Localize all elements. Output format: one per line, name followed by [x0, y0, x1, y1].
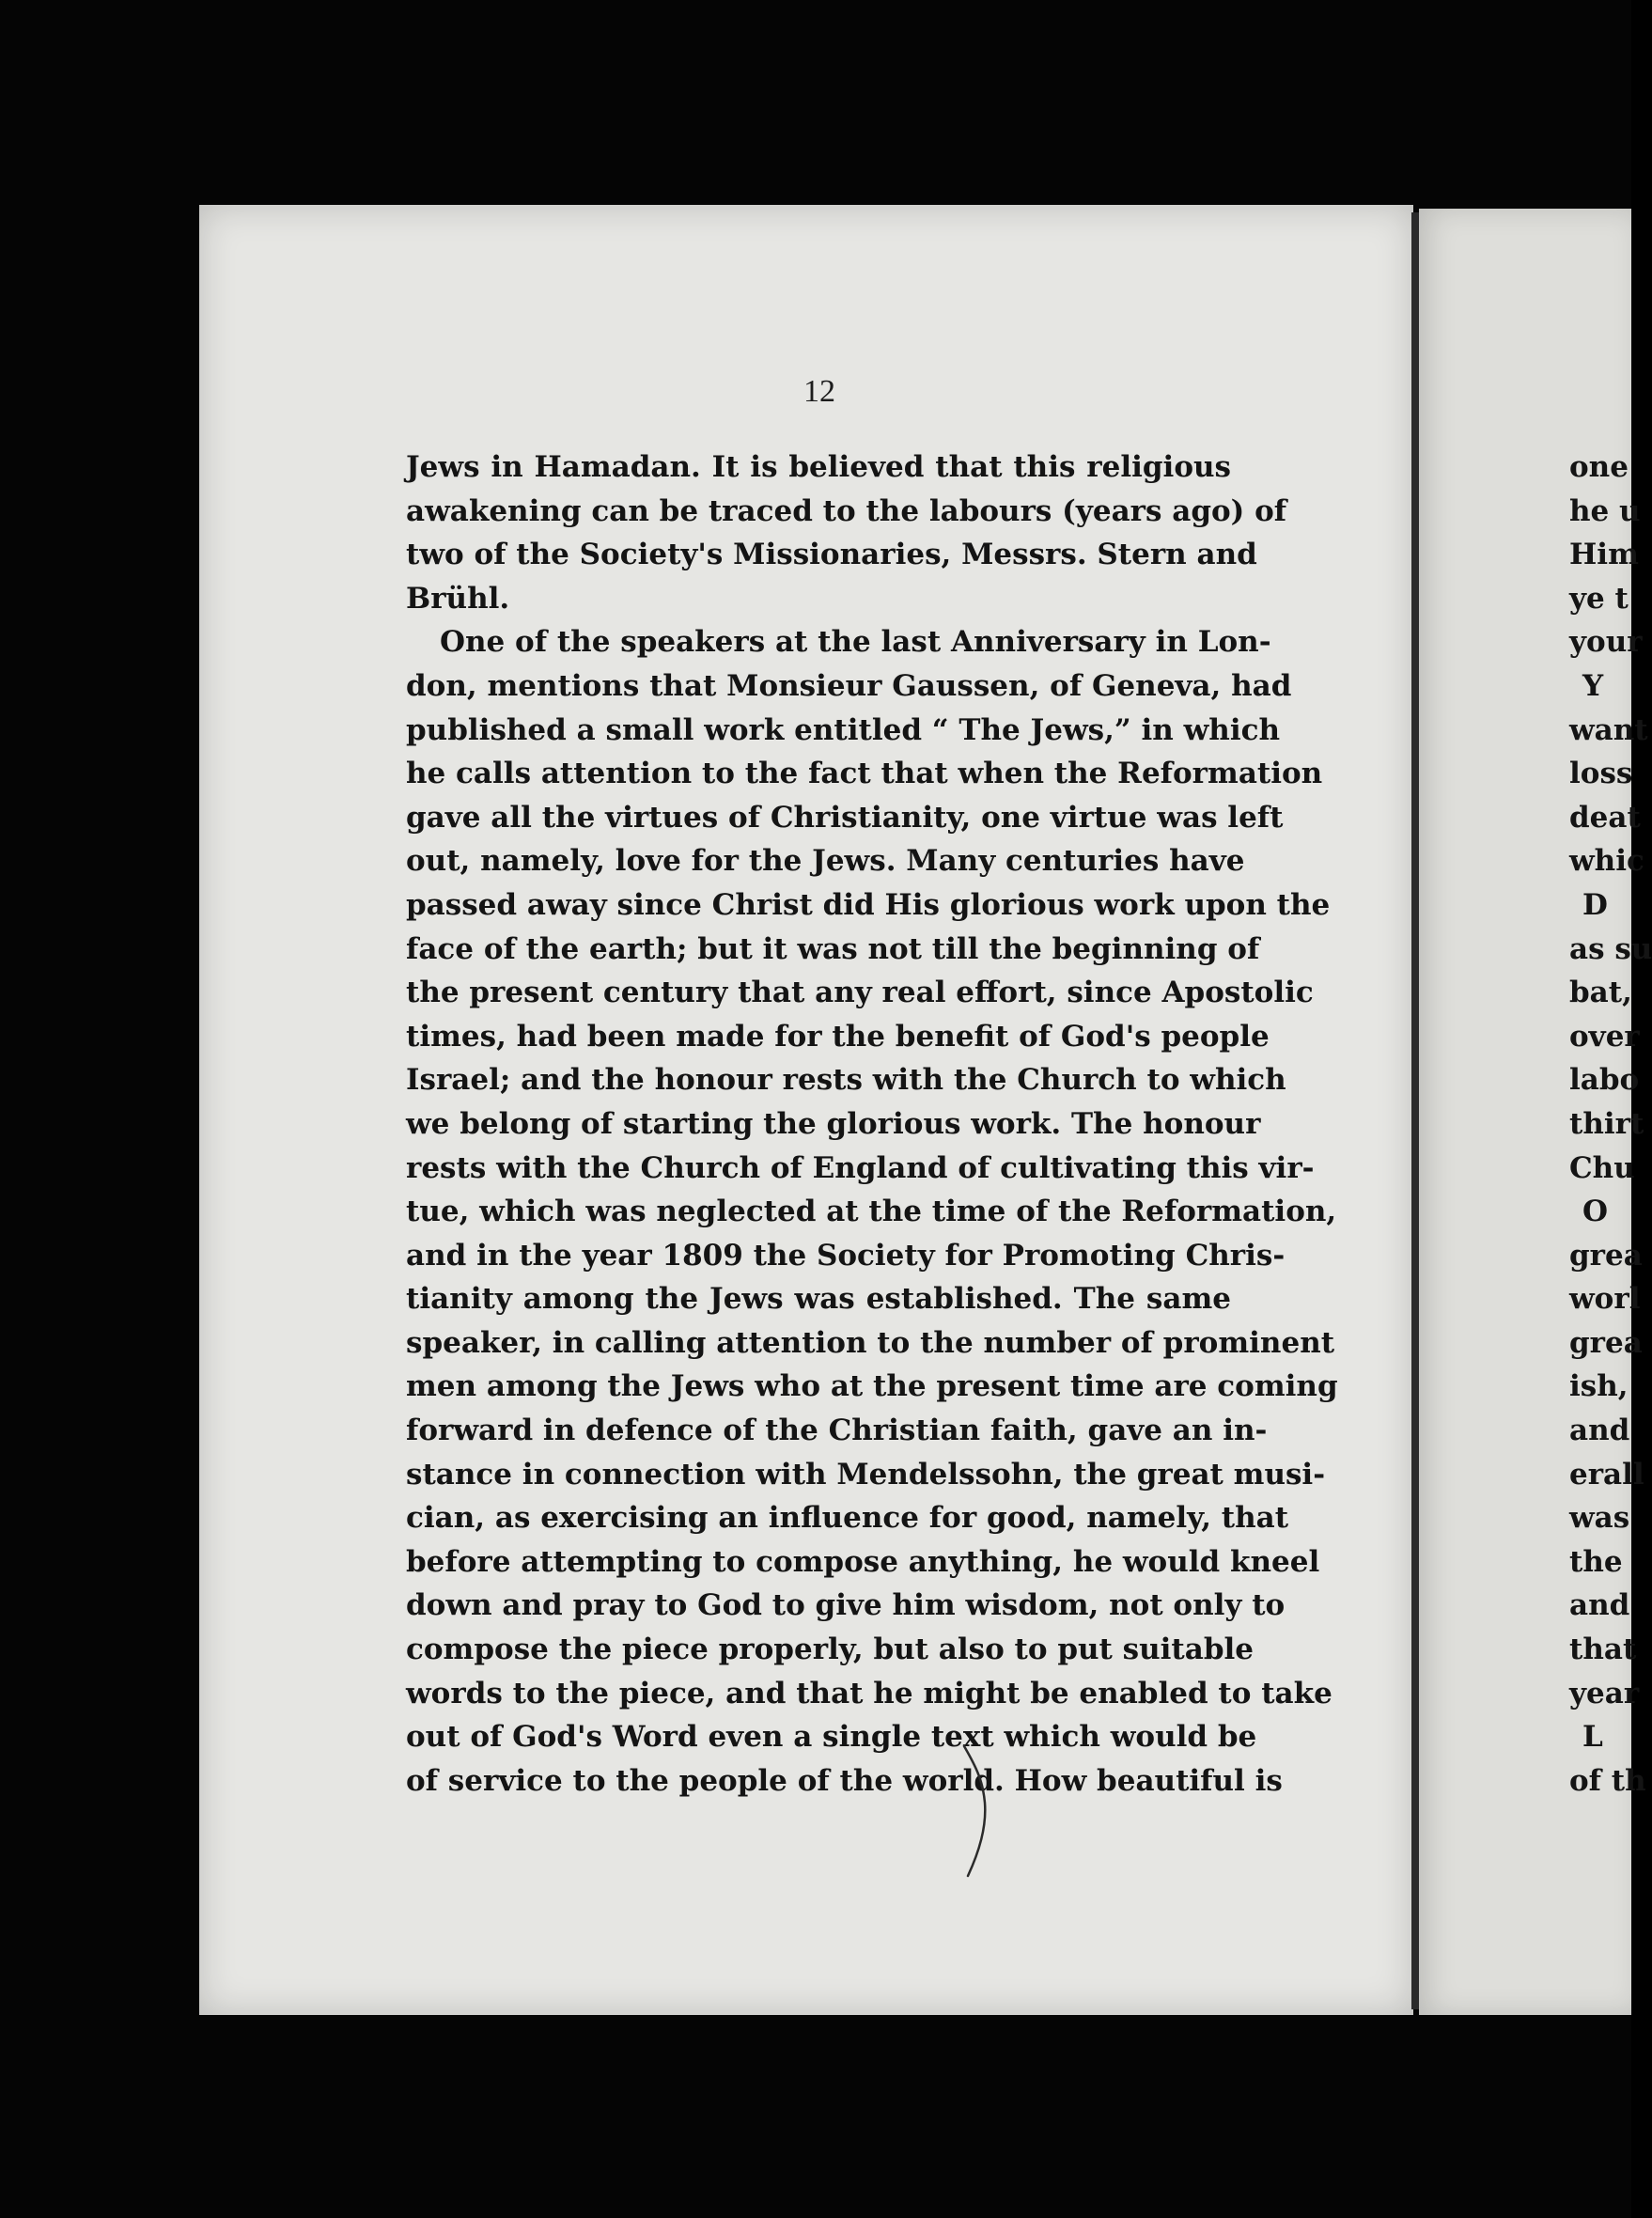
text-line: before attempting to compose anything, he would kneel [406, 1544, 1320, 1579]
text-line: he calls attention to the fact that when the Reformation [406, 757, 1323, 791]
text-line: stance in connection with Mendelssohn, the great musi- [406, 1457, 1326, 1492]
text-line: Brühl. [406, 581, 510, 616]
right-fragment: that [1569, 1632, 1637, 1667]
right-fragment: loss [1569, 757, 1633, 791]
right-fragment: grea [1569, 1325, 1643, 1360]
right-fragment: year [1569, 1676, 1640, 1710]
text-line: tianity among the Jews was established. The same [406, 1282, 1231, 1317]
right-fragment: one [1569, 450, 1629, 484]
pencil-mark [960, 1741, 1007, 1882]
right-fragment: Him [1569, 538, 1639, 572]
text-line: speaker, in calling attention to the number of prominent [406, 1325, 1335, 1360]
right-fragment: and [1569, 1414, 1630, 1448]
right-fragment: grea [1569, 1238, 1643, 1273]
text-line: compose the piece properly, but also to put suitable [406, 1632, 1255, 1667]
page-number: 12 [803, 374, 835, 409]
right-fragment: over [1569, 1019, 1640, 1054]
text-line: down and pray to God to give him wisdom, not only to [406, 1588, 1286, 1623]
text-line: forward in defence of the Christian faith, gave an in- [406, 1414, 1268, 1448]
text-line: passed away since Christ did His glorious work upon the [406, 887, 1331, 922]
right-fragment: Y [1582, 668, 1604, 703]
right-fragment: labo [1569, 1063, 1640, 1098]
right-fragment: ish, [1569, 1369, 1629, 1404]
text-line: words to the piece, and that he might be enabled to take [406, 1676, 1333, 1710]
right-fragment: of th [1569, 1763, 1646, 1798]
text-line: gave all the virtues of Christianity, one virtue was left [406, 800, 1284, 835]
book-gutter [1411, 212, 1419, 2009]
text-line: of service to the people of the world. How beautiful is [406, 1763, 1283, 1798]
text-line: rests with the Church of England of cultivating this vir- [406, 1150, 1315, 1185]
right-fragment: your [1569, 625, 1643, 660]
right-fragment: erall [1569, 1457, 1644, 1492]
text-line: times, had been made for the benefit of God's people [406, 1019, 1270, 1054]
right-fragment: D [1582, 887, 1608, 922]
right-fragment: deat [1569, 800, 1641, 835]
text-line: out, namely, love for the Jews. Many centuries have [406, 844, 1245, 879]
text-line: out of God's Word even a single text which would be [406, 1720, 1257, 1755]
text-line: and in the year 1809 the Society for Promoting Chris- [406, 1238, 1286, 1273]
text-line: don, mentions that Monsieur Gaussen, of Geneva, had [406, 668, 1292, 703]
right-fragment: he u [1569, 493, 1641, 528]
text-line: tue, which was neglected at the time of the Reformation, [406, 1195, 1337, 1229]
right-fragment: Chu [1569, 1150, 1635, 1185]
text-line: face of the earth; but it was not till the beginning of [406, 931, 1260, 966]
text-line: published a small work entitled “ The Jews,” in which [406, 712, 1281, 747]
right-fragment: ye t [1569, 581, 1629, 616]
text-line: Jews in Hamadan. It is believed that this religious [406, 450, 1231, 484]
right-fragment: bat, [1569, 976, 1632, 1010]
right-fragment: thirt [1569, 1106, 1644, 1141]
text-line: men among the Jews who at the present time are coming [406, 1369, 1338, 1404]
right-fragment: and [1569, 1588, 1630, 1623]
text-line: cian, as exercising an influence for good, namely, that [406, 1501, 1289, 1536]
text-line: two of the Society's Missionaries, Messrs. Stern and [406, 538, 1257, 572]
right-fragment: L [1582, 1720, 1603, 1755]
right-fragment: was [1569, 1501, 1630, 1536]
right-fragment: the [1569, 1544, 1623, 1579]
text-line: the present century that any real effort, since Apostolic [406, 976, 1314, 1010]
text-line: awakening can be traced to the labours (years ago) of [406, 493, 1287, 528]
text-line: we belong of starting the glorious work. The honour [406, 1106, 1261, 1141]
body-text [406, 445, 1338, 1803]
right-page-text [1569, 445, 1652, 1803]
right-fragment: worl [1569, 1282, 1641, 1317]
text-line: Israel; and the honour rests with the Church to which [406, 1063, 1286, 1098]
right-fragment: whic [1569, 844, 1644, 879]
right-fragment: want [1569, 712, 1648, 747]
text-line: One of the speakers at the last Anniversary in Lon- [440, 625, 1271, 660]
right-fragment: as su [1569, 931, 1652, 966]
right-fragment: O [1582, 1195, 1609, 1229]
